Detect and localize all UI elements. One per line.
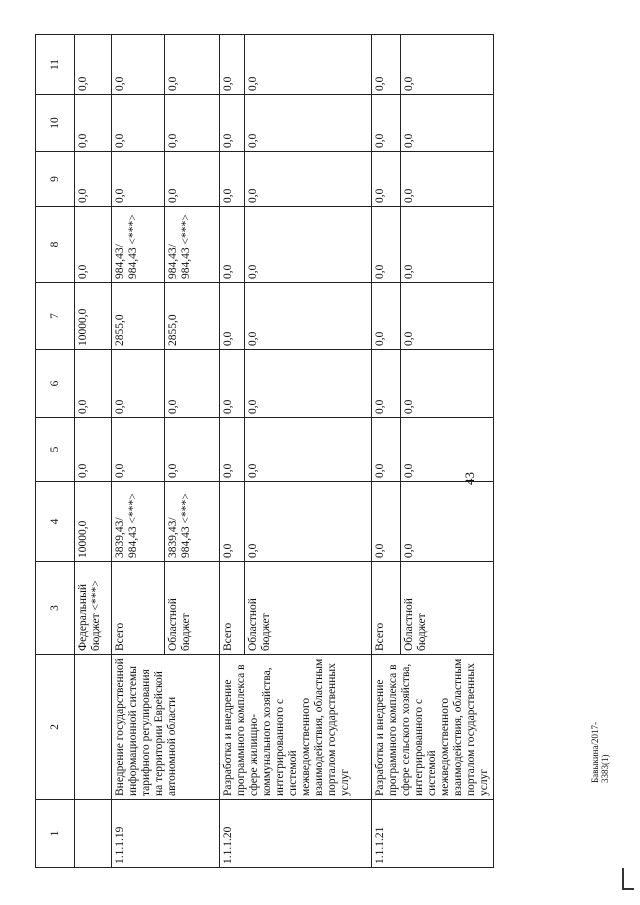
value-cell: 0,0 [245, 283, 372, 350]
scan-mark [622, 868, 624, 890]
budget-table-container [35, 35, 494, 868]
footer-reference: Бавыкина/2017-3383(1) [590, 722, 610, 783]
value-cell: 0,0 [372, 482, 401, 562]
row-name [75, 655, 112, 800]
funding-source: Всего [372, 562, 401, 655]
row-number [75, 800, 112, 868]
value-cell: 0,0 [220, 152, 245, 207]
value-cell: 0,0 [112, 35, 165, 95]
value-cell: 0,0 [401, 350, 494, 418]
row-name: Разработка и внедрение программного комплекса в сфере сельского хозяйства, интегрированного с системой межведомственного взаимодействия, областным порталом государственных услуг [372, 655, 494, 800]
header-row [36, 35, 75, 868]
value-cell: 0,0 [75, 350, 112, 418]
value-cell: 10000,0 [75, 482, 112, 562]
value-cell: 0,0 [165, 418, 220, 482]
value-cell: 0,0 [75, 418, 112, 482]
column-header: 2 [36, 655, 75, 800]
value-cell: 0,0 [112, 95, 165, 152]
value-cell: 0,0 [112, 418, 165, 482]
value-cell: 0,0 [245, 207, 372, 283]
value-cell: 0,0 [372, 207, 401, 283]
value-cell: 0,0 [401, 283, 494, 350]
row-name: Внедрение государственной информационной системы тарифного регулирования на территории Еврейской автономной области [112, 655, 220, 800]
value-cell: 0,0 [75, 207, 112, 283]
column-header: 6 [36, 350, 75, 418]
column-header: 11 [36, 35, 75, 95]
value-cell: 0,0 [220, 482, 245, 562]
funding-source: Областной бюджет [165, 562, 220, 655]
value-cell: 0,0 [75, 35, 112, 95]
value-cell: 0,0 [372, 350, 401, 418]
row-name: Разработка и внедрение программного комплекса в сфере жилищно-коммунального хозяйства, интегрированного с системой межведомственного взаимодействия, областным порталом государственных услуг [220, 655, 372, 800]
value-cell: 0,0 [165, 152, 220, 207]
value-cell: 0,0 [401, 418, 494, 482]
table-row [75, 35, 112, 868]
column-header: 10 [36, 95, 75, 152]
value-cell: 0,0 [112, 350, 165, 418]
funding-source: Всего [112, 562, 165, 655]
table-row [112, 35, 165, 868]
value-cell: 0,0 [220, 95, 245, 152]
column-header: 9 [36, 152, 75, 207]
column-header: 1 [36, 800, 75, 868]
column-header: 3 [36, 562, 75, 655]
value-cell: 0,0 [372, 418, 401, 482]
value-cell: 0,0 [372, 283, 401, 350]
value-cell: 0,0 [220, 207, 245, 283]
funding-source: Областной бюджет [245, 562, 372, 655]
value-cell: 0,0 [165, 350, 220, 418]
row-number: 1.1.1.19 [112, 800, 220, 868]
funding-source: Всего [220, 562, 245, 655]
value-cell: 2855,0 [165, 283, 220, 350]
value-cell: 0,0 [245, 35, 372, 95]
column-header: 5 [36, 418, 75, 482]
table-row [372, 35, 401, 868]
value-cell: 0,0 [401, 482, 494, 562]
value-cell: 0,0 [372, 152, 401, 207]
value-cell: 0,0 [220, 283, 245, 350]
value-cell: 0,0 [75, 152, 112, 207]
value-cell: 0,0 [245, 482, 372, 562]
value-cell: 0,0 [220, 418, 245, 482]
page-number: 43 [462, 472, 477, 485]
value-cell: 0,0 [165, 35, 220, 95]
funding-source: Областной бюджет [401, 562, 494, 655]
value-cell: 0,0 [75, 95, 112, 152]
value-cell: 984,43/ 984,43 <***> [112, 207, 165, 283]
funding-source: Федеральный бюджет <***> [75, 562, 112, 655]
value-cell: 0,0 [220, 35, 245, 95]
value-cell: 0,0 [245, 418, 372, 482]
value-cell: 0,0 [372, 35, 401, 95]
value-cell: 0,0 [245, 350, 372, 418]
value-cell: 3839,43/ 984,43 <***> [112, 482, 165, 562]
value-cell: 10000,0 [75, 283, 112, 350]
value-cell: 0,0 [401, 35, 494, 95]
value-cell: 0,0 [372, 95, 401, 152]
row-number: 1.1.1.20 [220, 800, 372, 868]
value-cell: 0,0 [401, 152, 494, 207]
column-header: 4 [36, 482, 75, 562]
value-cell: 3839,43/ 984,43 <***> [165, 482, 220, 562]
row-number: 1.1.1.21 [372, 800, 494, 868]
table-row [220, 35, 245, 868]
column-header: 7 [36, 283, 75, 350]
value-cell: 0,0 [401, 95, 494, 152]
value-cell: 0,0 [165, 95, 220, 152]
value-cell: 0,0 [245, 152, 372, 207]
column-header: 8 [36, 207, 75, 283]
budget-table [35, 34, 494, 868]
value-cell: 0,0 [220, 350, 245, 418]
value-cell: 984,43/ 984,43 <***> [165, 207, 220, 283]
value-cell: 0,0 [401, 207, 494, 283]
value-cell: 0,0 [245, 95, 372, 152]
value-cell: 0,0 [112, 152, 165, 207]
scan-mark [622, 888, 634, 890]
value-cell: 2855,0 [112, 283, 165, 350]
